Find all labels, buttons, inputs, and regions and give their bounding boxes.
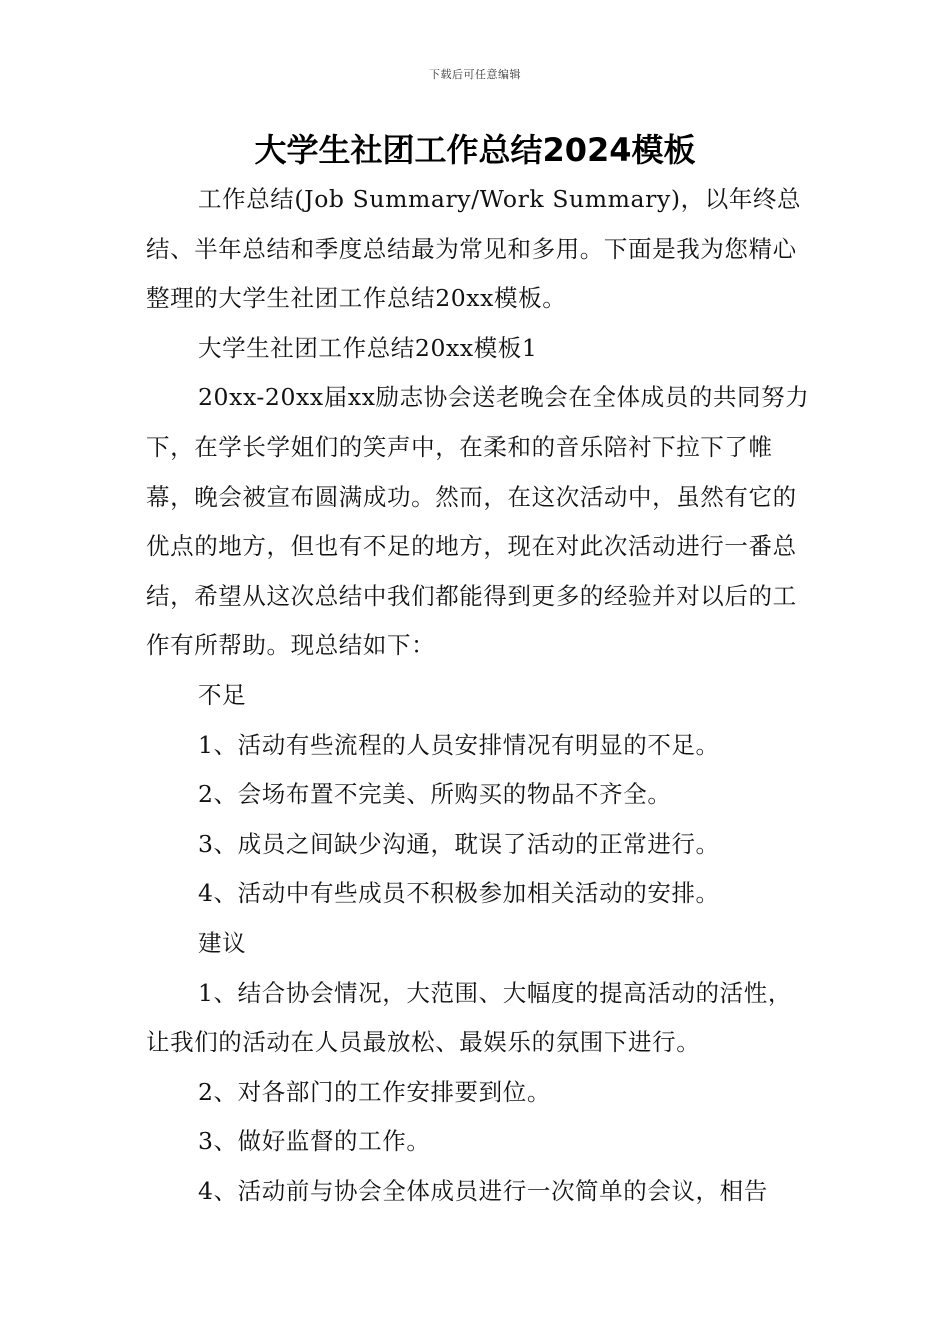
list-item: 1、结合协会情况，大范围、大幅度的提高活动的活性，让我们的活动在人员最放松、最娱乐的氛围下进行。 — [146, 978, 792, 1057]
list-item: 1、活动有些流程的人员安排情况有明显的不足。 — [198, 730, 720, 759]
body-paragraph: 20xx-20xx届xx励志协会送老晚会在全体成员的共同努力下，在学长学姐们的笑声中，在柔和的音乐陪衬下拉下了帷幕，晚会被宣布圆满成功。然而，在这次活动中，虽然有它的优点的地方，但也有不足的地方，现在对此次活动进行一番总结，希望从这次总结中我们都能得到更多的经验并对以后的工作有所帮助。现总结如下： — [146, 383, 810, 660]
list-item: 3、做好监督的工作。 — [198, 1127, 431, 1156]
header-note: 下载后可任意编辑 — [429, 68, 521, 81]
document-title: 大学生社团工作总结2024模板 — [254, 131, 696, 169]
subheading-shortcomings: 不足 — [198, 680, 247, 709]
list-item: 4、活动中有些成员不积极参加相关活动的安排。 — [198, 879, 720, 908]
section-heading: 大学生社团工作总结20xx模板1 — [198, 333, 538, 362]
intro-paragraph: 工作总结(Job Summary/Work Summary)，以年终总结、半年总结和季度总结最为常见和多用。下面是我为您精心整理的大学生社团工作总结20xx模板。 — [146, 185, 802, 313]
list-item: 2、对各部门的工作安排要到位。 — [198, 1077, 551, 1106]
document-body — [146, 175, 812, 1216]
list-item: 3、成员之间缺少沟通，耽误了活动的正常进行。 — [198, 829, 720, 858]
subheading-suggestions: 建议 — [198, 928, 247, 957]
list-item: 2、会场布置不完美、所购买的物品不齐全。 — [198, 780, 672, 809]
list-item: 4、活动前与协会全体成员进行一次简单的会议，相告 — [198, 1176, 768, 1205]
